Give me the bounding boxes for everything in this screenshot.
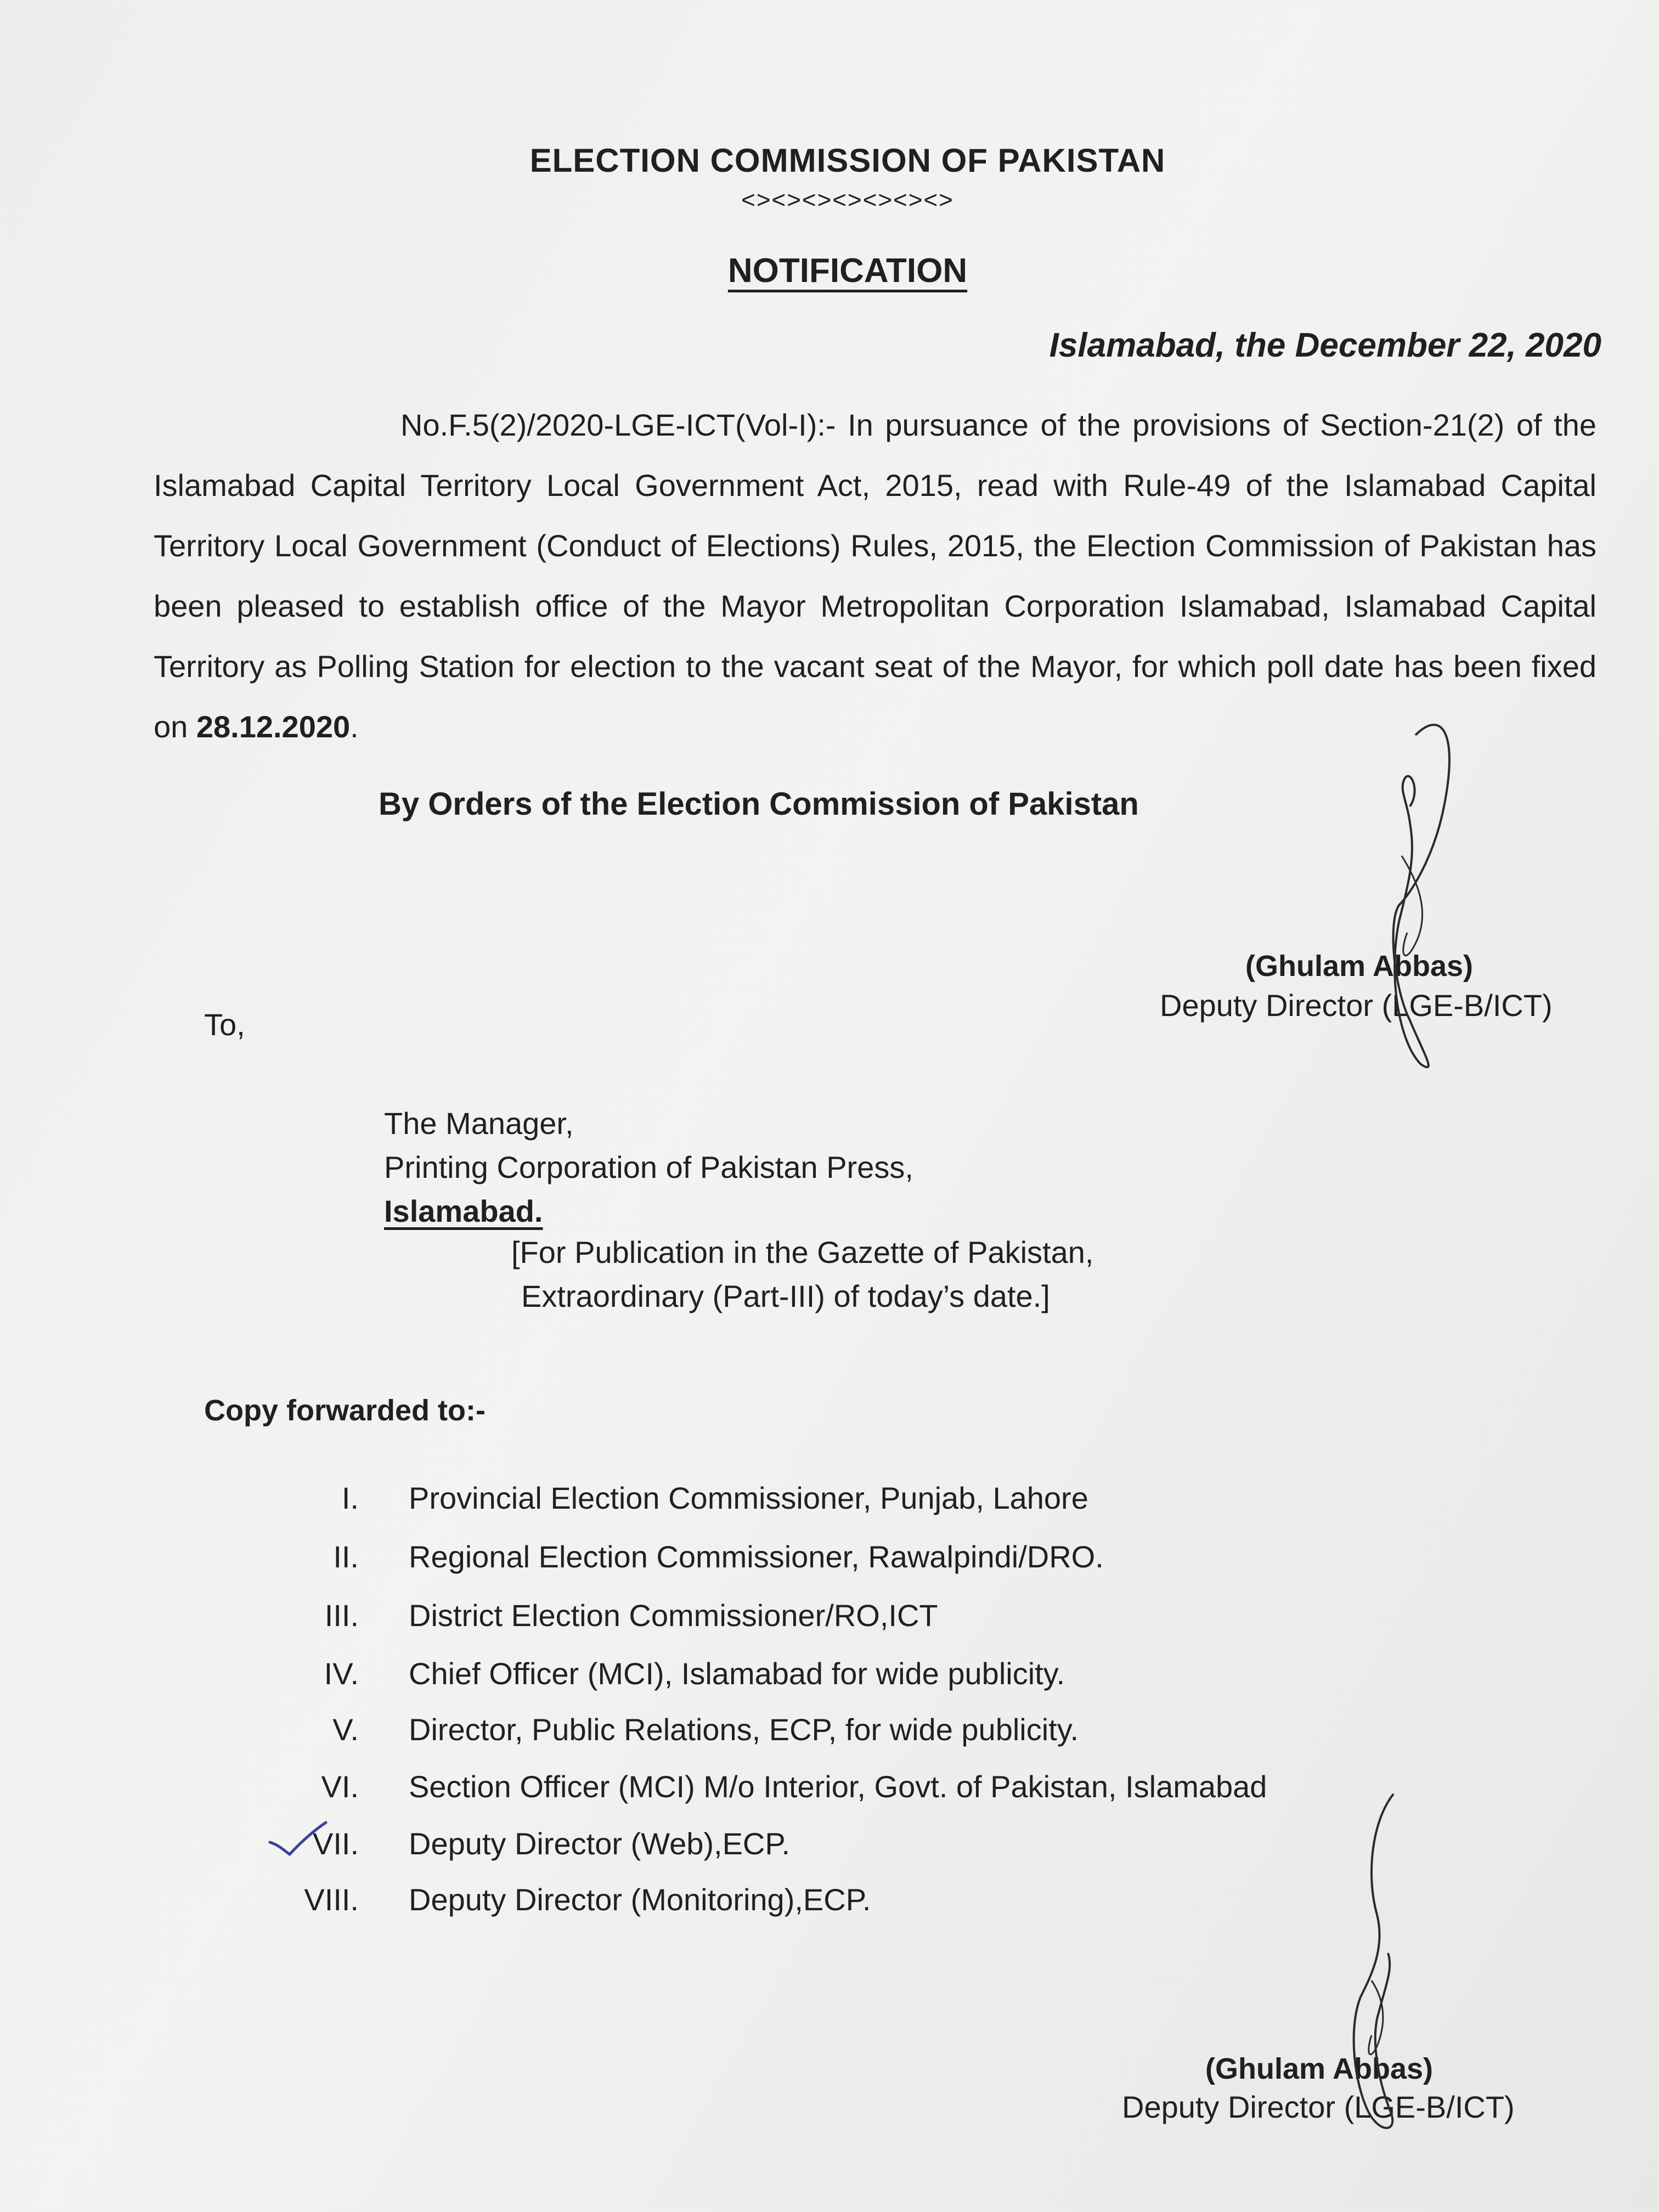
list-item-text: Section Officer (MCI) M/o Interior, Govt. of Pakistan, Islamabad <box>409 1769 1267 1804</box>
list-item-number: II. <box>333 1539 359 1574</box>
addressee-line-2: Printing Corporation of Pakistan Press, <box>384 1150 913 1184</box>
list-item-text: Chief Officer (MCI), Islamabad for wide publicity. <box>409 1656 1065 1691</box>
signature-mark-2 <box>1339 1788 1426 2140</box>
signatory-name-2: (Ghulam Abbas) <box>1205 2052 1434 2085</box>
header-title: ELECTION COMMISSION OF PAKISTAN <box>529 142 1166 179</box>
list-item-number: V. <box>332 1712 359 1747</box>
to-label: To, <box>204 1007 245 1042</box>
list-item-text: Provincial Election Commissioner, Punjab, Lahore <box>409 1481 1088 1515</box>
signatory-title: Deputy Director (LGE-B/ICT) <box>1160 988 1553 1023</box>
list-item <box>0 1712 1659 1756</box>
end-punctuation: . <box>350 709 359 744</box>
addressee-city: Islamabad. <box>384 1194 543 1228</box>
list-item <box>0 1539 1659 1583</box>
notification-body <box>154 395 1596 757</box>
signatory-title-2: Deputy Director (LGE-B/ICT) <box>1122 2090 1515 2124</box>
list-item-number: IV. <box>324 1656 359 1691</box>
list-item-text: Regional Election Commissioner, Rawalpindi/DRO. <box>409 1539 1104 1574</box>
addressee-line-1: The Manager, <box>384 1106 574 1141</box>
list-item-text: Deputy Director (Web),ECP. <box>409 1826 791 1861</box>
signature-mark <box>1377 713 1465 1086</box>
list-item-number: I. <box>341 1481 359 1515</box>
publication-note-1: [For Publication in the Gazette of Pakistan, <box>511 1235 1094 1269</box>
signatory-name: (Ghulam Abbas) <box>1245 950 1474 983</box>
poll-date: 28.12.2020 <box>196 709 351 744</box>
list-item-text: Deputy Director (Monitoring),ECP. <box>409 1882 871 1917</box>
list-item-number: VIII. <box>304 1882 359 1917</box>
by-orders-line: By Orders of the Election Commission of Pakistan <box>379 786 1139 822</box>
list-item <box>0 1598 1659 1641</box>
list-item <box>0 1656 1659 1700</box>
list-item-text: Director, Public Relations, ECP, for wide publicity. <box>409 1712 1079 1747</box>
list-item <box>0 1480 1659 1524</box>
notification-title-text: NOTIFICATION <box>727 252 968 290</box>
list-item-number: VI. <box>321 1769 359 1804</box>
notification-title <box>0 251 1659 290</box>
body-paragraph: In pursuance of the provisions of Section-21(2) of the Islamabad Capital Territory Local Government Act, 2015, read with Rule-49 of the Islamabad Capital Territory Local Government (Conduct of Elections) Rules, 2015, the Election Commission of Pakistan has been pleased to establish office of the Mayor Metropolitan Corporation Islamabad, Islamabad Capital Territory as Polling Station for election to the vacant seat of the Mayor, for which poll date has been fixed on <box>154 408 1597 744</box>
date-line: Islamabad, the December 22, 2020 <box>1049 326 1601 364</box>
header-ornament: <><><><><><><> <box>741 187 954 213</box>
reference-number: No.F.5(2)/2020-LGE-ICT(Vol-I):- <box>400 408 836 442</box>
list-item-text: District Election Commissioner/RO,ICT <box>409 1598 938 1633</box>
checkmark-icon <box>268 1820 328 1859</box>
publication-note-2: Extraordinary (Part-III) of today’s date.] <box>521 1279 1050 1313</box>
copy-forwarded-label: Copy forwarded to:- <box>204 1394 486 1427</box>
list-item-number: VII. <box>312 1826 359 1861</box>
list-item-number: III. <box>324 1598 359 1633</box>
